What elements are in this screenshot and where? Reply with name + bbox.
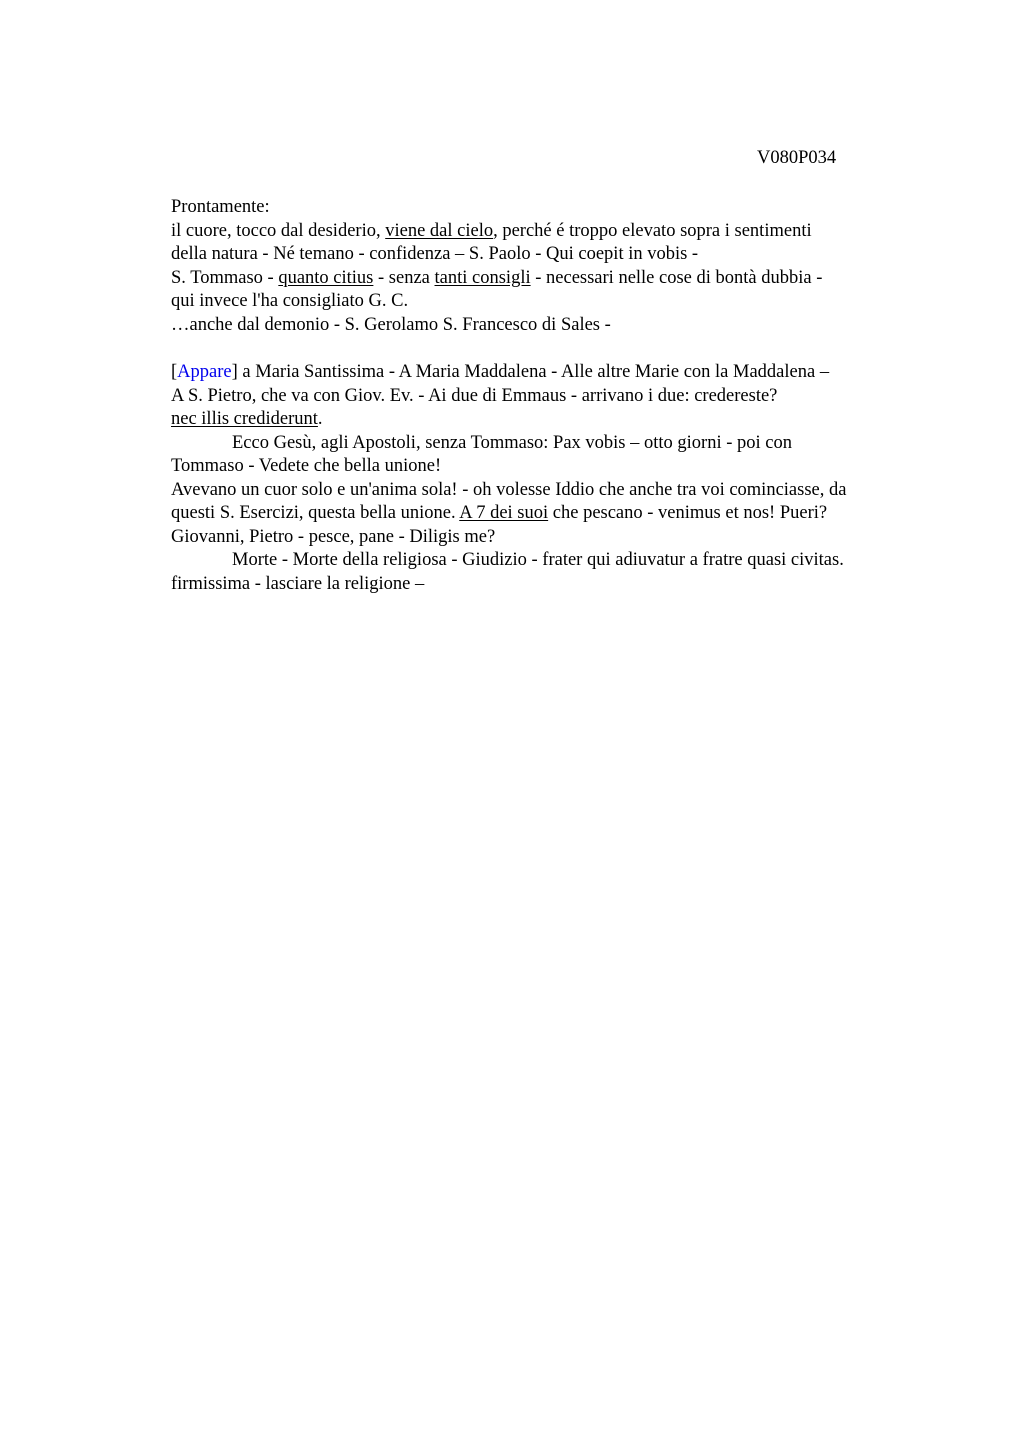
line-text: Tommaso - Vedete che bella unione! [171, 456, 442, 476]
text-line [171, 408, 971, 432]
text-line [171, 526, 971, 550]
line-text: S. Tommaso - [171, 267, 279, 288]
line-text: della natura - Né temano - confidenza – S. Paolo - Qui coepit in vobis - [171, 244, 699, 264]
highlighted-word: Appare [177, 362, 232, 382]
line-text: . [317, 409, 323, 429]
line-text: Morte - Morte della religiosa - Giudizio - frater qui adiuvatur a fratre quasi civitas. [232, 550, 844, 570]
text-line [171, 432, 971, 456]
text-line [171, 267, 971, 291]
line-text: A S. Pietro, che va con Giov. Ev. - Ai due di Emmaus - arrivano i due: credereste? [171, 385, 778, 406]
line-text: il cuore, tocco dal desiderio, [171, 220, 386, 241]
underlined-text: viene dal cielo [385, 220, 494, 241]
text-line [171, 196, 971, 220]
text-line [171, 479, 971, 503]
text-line [171, 314, 971, 338]
page-code: V080P034 [757, 148, 837, 168]
text-line [171, 549, 971, 573]
text-line [171, 361, 971, 385]
line-text: - senza [373, 267, 435, 288]
document-body [171, 196, 971, 596]
underlined-text: A 7 dei suoi [459, 503, 549, 523]
text-line [171, 502, 971, 526]
line-text: Avevano un cuor solo e un'anima sola! - oh volesse Iddio che anche tra voi cominciasse, da [171, 479, 847, 500]
text-line [171, 290, 971, 314]
underlined-text: tanti consigli [434, 267, 531, 288]
paragraph-gap [171, 337, 971, 361]
text-line [171, 385, 971, 409]
line-text: ] a Maria Santissima - A Maria Maddalena - Alle altre Marie con la Maddalena – [231, 362, 830, 382]
line-text: …anche dal demonio - S. Gerolamo S. Francesco di Sales - [171, 314, 611, 335]
line-text: Prontamente: [171, 197, 270, 217]
line-text: firmissima - lasciare la religione – [171, 573, 425, 594]
text-line [171, 220, 971, 244]
text-line [171, 243, 971, 267]
underlined-text: nec illis crediderunt [171, 409, 318, 429]
line-text: qui invece l'ha consigliato G. C. [171, 291, 409, 311]
line-text: Ecco Gesù, agli Apostoli, senza Tommaso: Pax vobis – otto giorni - poi con [232, 432, 792, 453]
line-text: - necessari nelle cose di bontà dubbia - [530, 267, 823, 288]
text-line [171, 455, 971, 479]
text-line [171, 573, 971, 597]
line-text: [ [171, 362, 178, 382]
line-text: , perché é troppo elevato sopra i sentimenti [493, 220, 812, 241]
line-text: che pescano - venimus et nos! Pueri? [548, 503, 828, 523]
line-text: questi S. Esercizi, questa bella unione. [171, 503, 460, 523]
line-text: Giovanni, Pietro - pesce, pane - Diligis me? [171, 526, 496, 547]
paragraph-2 [171, 361, 971, 596]
underlined-text: quanto citius [278, 267, 374, 288]
paragraph-1 [171, 196, 971, 337]
